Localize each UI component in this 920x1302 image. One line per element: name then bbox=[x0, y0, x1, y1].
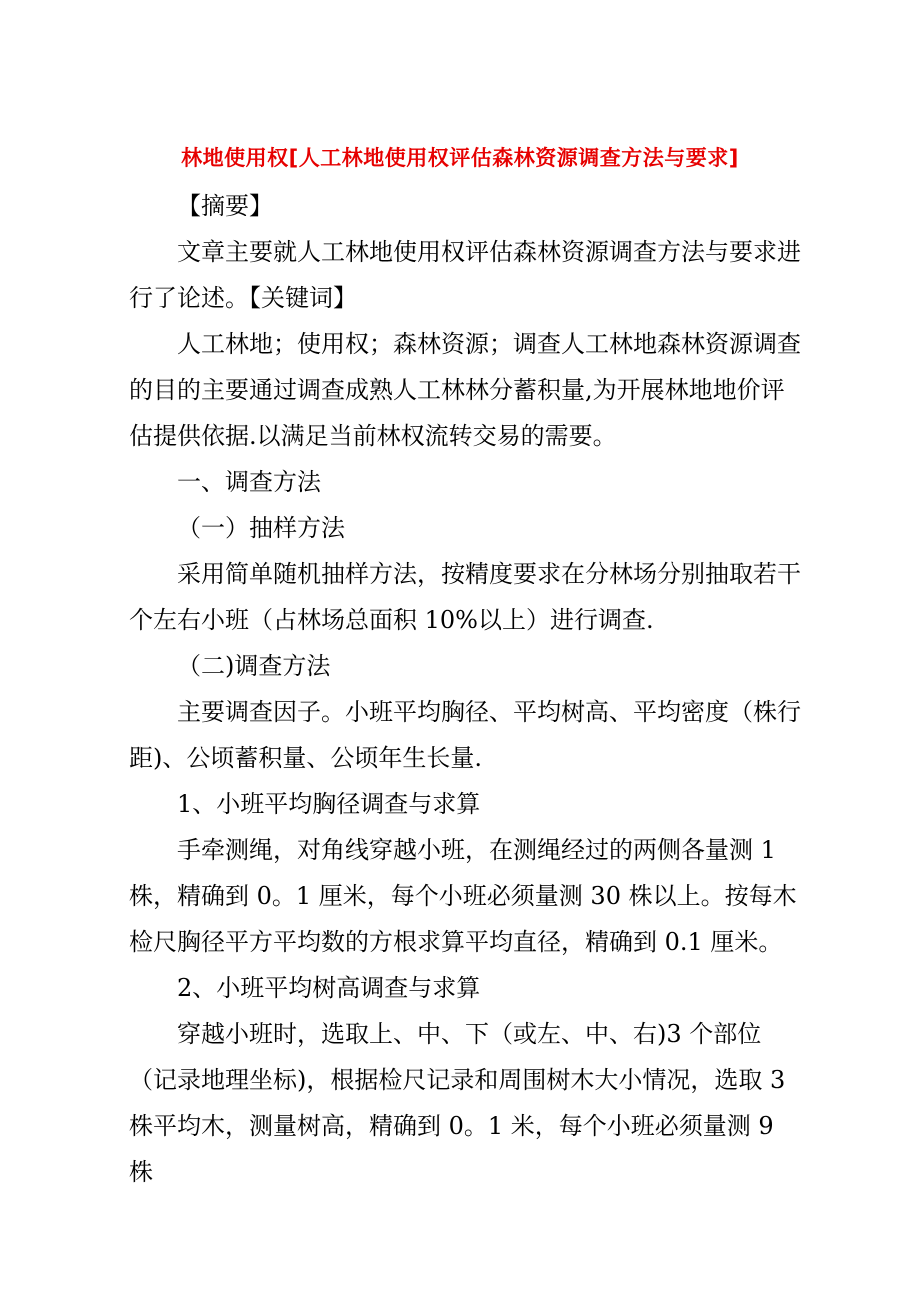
item-heading-tree-height: 2、小班平均树高调查与求算 bbox=[177, 974, 481, 1002]
subsection-heading-survey-method: （二)调查方法 bbox=[177, 652, 331, 680]
item-heading-diameter: 1、小班平均胸径调查与求算 bbox=[177, 790, 481, 818]
abstract-heading: 【摘要】 bbox=[177, 192, 273, 220]
document-title: 林地使用权[人工林地使用权评估森林资源调查方法与要求] bbox=[181, 146, 739, 170]
abstract-paragraph: 文章主要就人工林地使用权评估森林资源调查方法与要求进行了论述。【关键词】 bbox=[129, 238, 801, 312]
section-heading-survey-methods: 一、调查方法 bbox=[177, 468, 321, 496]
sampling-paragraph: 采用简单随机抽样方法，按精度要求在分林场分别抽取若干个左右小班（占林场总面积 10%以上）进行调查. bbox=[129, 560, 801, 634]
subsection-heading-sampling-method: （一）抽样方法 bbox=[177, 514, 345, 542]
document-body bbox=[129, 183, 801, 1195]
tree-height-paragraph: 穿越小班时，选取上、中、下（或左、中、右)3 个部位（记录地理坐标)，根据检尺记录和周围树木大小情况，选取 3 株平均木，测量树高，精确到 0。1 米，每个小班必须量测 9 株 bbox=[129, 1020, 786, 1186]
diameter-paragraph: 手牵测绳，对角线穿越小班，在测绳经过的两侧各量测 1 株，精确到 0。1 厘米，每个小班必须量测 30 株以上。按每木检尺胸径平方平均数的方根求算平均直径，精确到 0.1 厘米。 bbox=[129, 836, 797, 956]
survey-factors-paragraph: 主要调查因子。小班平均胸径、平均树高、平均密度（株行距)、公顷蓄积量、公顷年生长量. bbox=[129, 698, 801, 772]
keywords-paragraph: 人工林地；使用权；森林资源；调查人工林地森林资源调查的目的主要通过调查成熟人工林林分蓄积量,为开展林地地价评估提供依据.以满足当前林权流转交易的需要。 bbox=[129, 330, 801, 450]
